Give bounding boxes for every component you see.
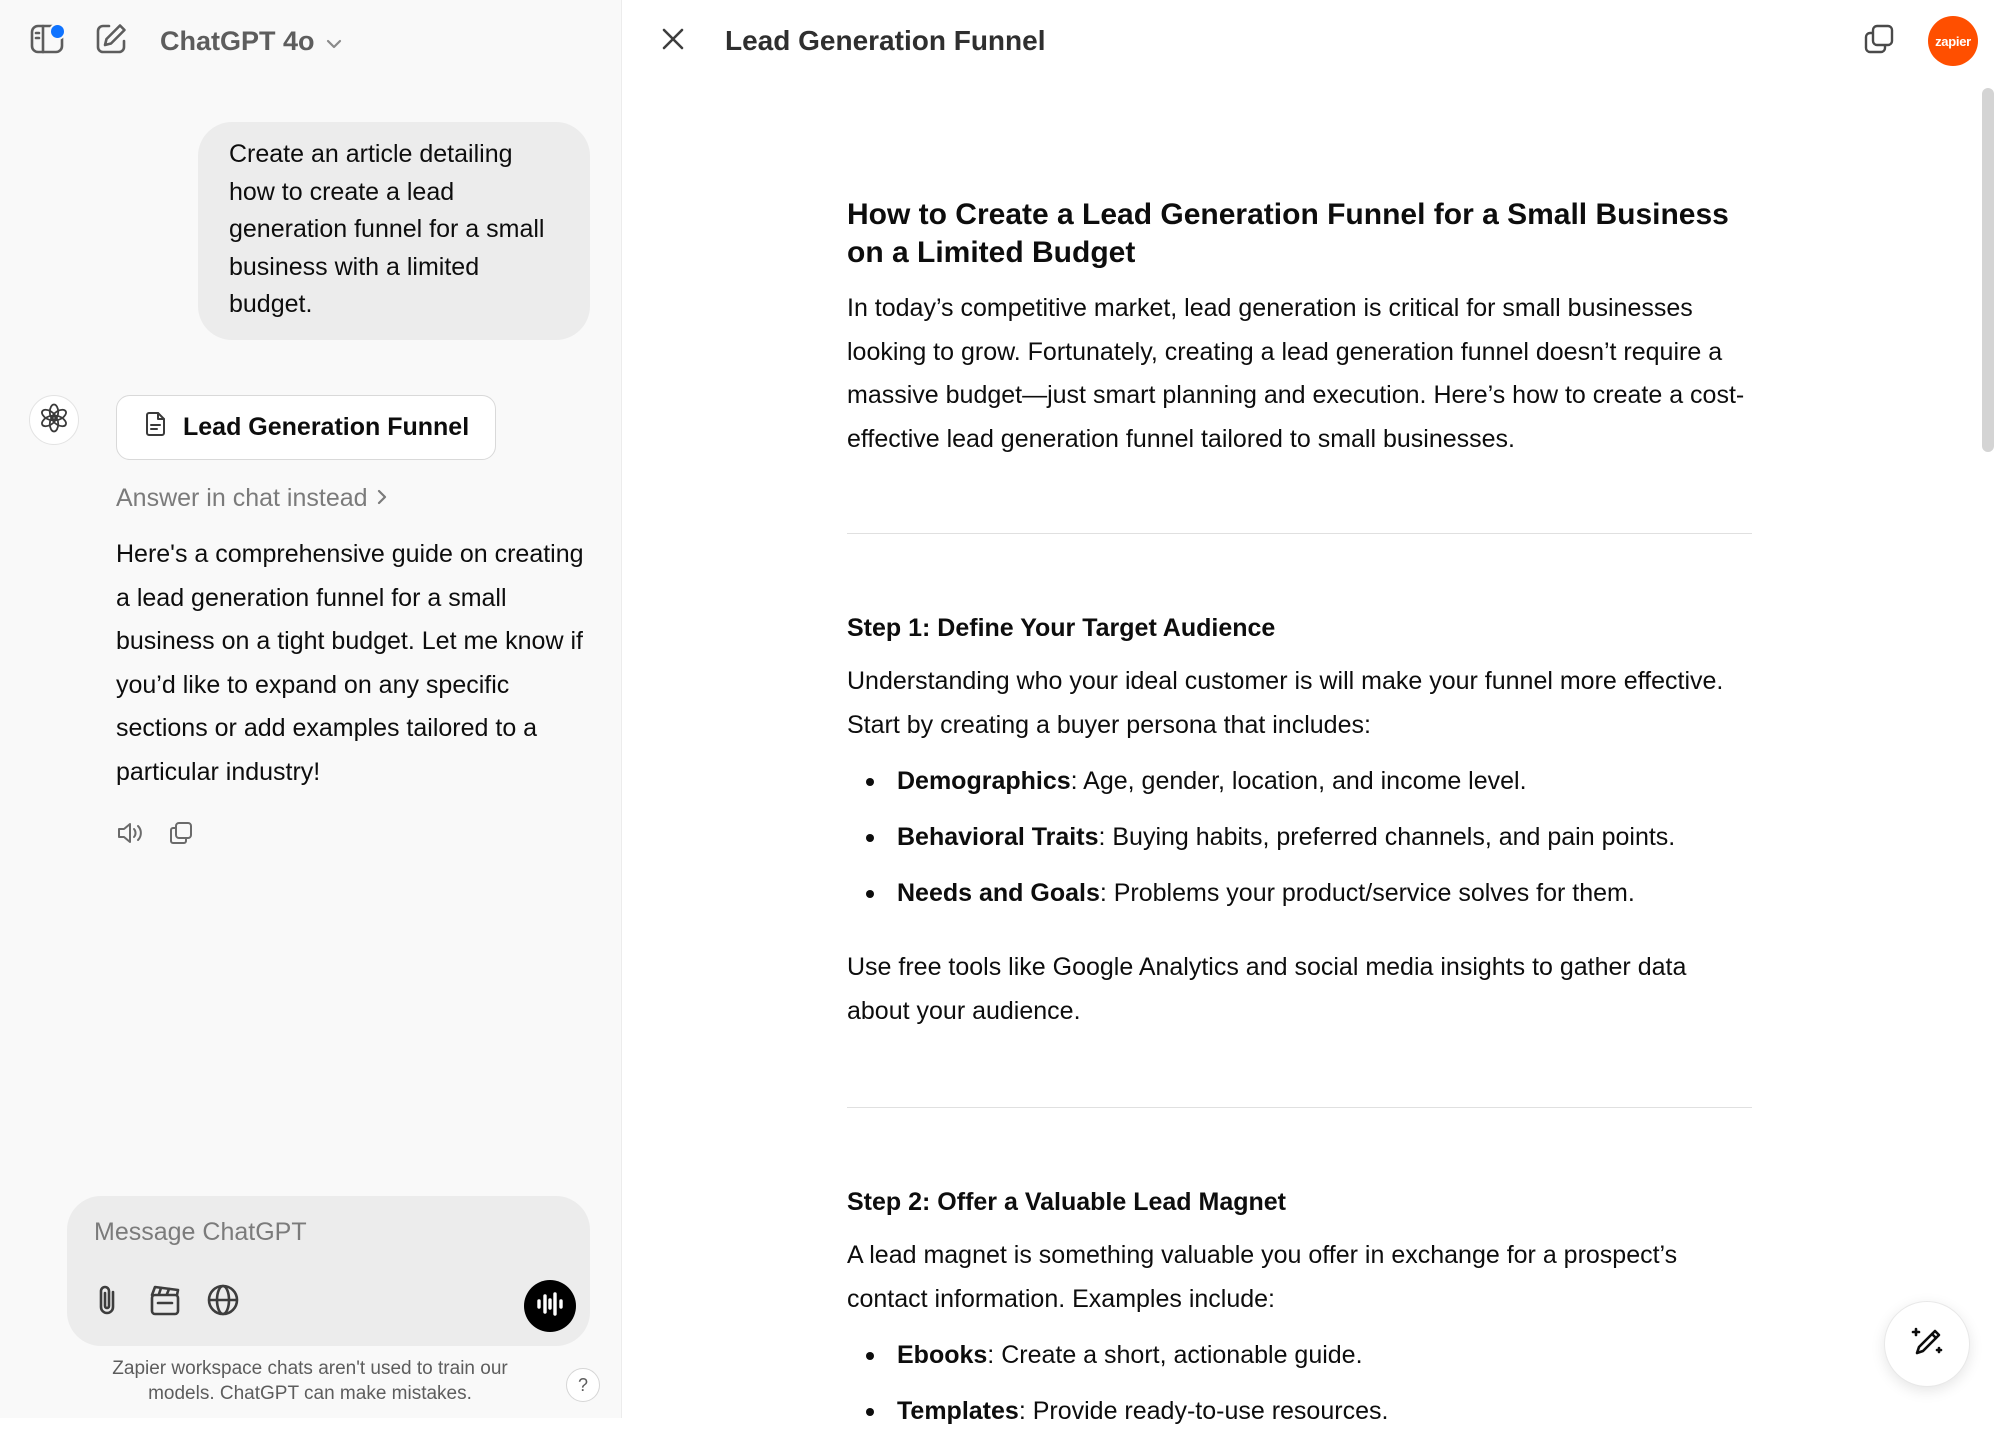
section-divider [847,533,1752,534]
user-message: Create an article detailing how to create a lead generation funnel for a small business with a limited budget. [198,122,590,340]
model-name: ChatGPT 4o [160,25,315,56]
section-divider [847,1107,1752,1108]
attach-icon[interactable] [91,1282,125,1323]
read-aloud-icon[interactable] [116,820,146,851]
chat-header [0,0,622,80]
disclaimer-text: Zapier workspace chats aren't used to train our models. ChatGPT can make mistakes. [112,1358,508,1404]
copy-document-button[interactable] [1857,19,1901,63]
copy-icon[interactable] [168,820,194,851]
help-button[interactable]: ? [566,1368,600,1402]
close-icon [660,26,686,57]
list-item: Templates: Provide ready-to-use resources. [847,1383,1752,1439]
message-actions [116,820,194,851]
step2-intro: A lead magnet is something valuable you offer in exchange for a prospect’s contact information. Examples include: [847,1241,1678,1313]
step2-list [847,1327,1752,1439]
step1-heading: Step 1: Define Your Target Audience [847,614,1276,642]
magic-pencil-icon [1908,1323,1946,1366]
notification-dot [49,23,66,40]
list-item: Needs and Goals: Problems your product/service solves for them. [847,865,1752,921]
list-item: Behavioral Traits: Buying habits, preferred channels, and pain points. [847,809,1752,865]
document-intro: In today’s competitive market, lead generation is critical for small businesses looking to grow. Fortunately, creating a lead generation funnel doesn’t require a massive budget—just smart planning and execution. Here’s how to create a cost-effective lead generation funnel tailored to small businesses. [847,294,1745,454]
canvas-document-card[interactable] [116,395,496,460]
sidebar-toggle-button[interactable] [28,22,68,60]
close-canvas-button[interactable] [652,20,694,62]
step1-list [847,753,1752,921]
answer-in-chat-label: Answer in chat instead [116,483,368,512]
tools-icon[interactable] [147,1282,183,1323]
voice-waveform-icon [535,1291,565,1322]
new-chat-button[interactable] [90,20,132,62]
chevron-down-icon [325,26,343,57]
voice-mode-button[interactable] [524,1280,576,1332]
step1-intro: Understanding who your ideal customer is will make your funnel more effective. Start by creating a buyer persona that includes: [847,667,1724,739]
list-item: Ebooks: Create a short, actionable guide. [847,1327,1752,1383]
step2-heading: Step 2: Offer a Valuable Lead Magnet [847,1188,1287,1216]
chevron-right-icon [376,484,388,513]
compose-icon [94,22,128,61]
assistant-message: Here's a comprehensive guide on creating a lead generation funnel for a small business on a tight budget. Let me know if you’d like to expand on any specific sections or add examples tailored to a particular industry! [116,540,584,786]
canvas-title: Lead Generation Funnel [725,25,1046,56]
message-input[interactable] [94,1218,554,1247]
edit-suggestions-button[interactable] [1884,1301,1970,1387]
document-icon [145,411,167,444]
step1-outro: Use free tools like Google Analytics and social media insights to gather data about your audience. [847,953,1687,1025]
list-item: Demographics: Age, gender, location, and income level. [847,753,1752,809]
message-composer [67,1196,590,1346]
globe-icon[interactable] [205,1282,241,1323]
document-heading: How to Create a Lead Generation Funnel for a Small Business on a Limited Budget [847,198,1729,269]
canvas-card-title: Lead Generation Funnel [183,413,470,441]
account-avatar[interactable]: zapier [1928,16,1978,66]
chat-panel [0,0,622,1418]
assistant-avatar [29,395,79,445]
copy-icon [1863,23,1895,60]
canvas-scrollbar-thumb[interactable] [1982,88,1994,452]
composer-tools [91,1282,241,1323]
openai-logo-icon [39,403,69,438]
model-selector[interactable] [160,20,343,62]
answer-in-chat-link[interactable] [116,479,388,517]
canvas-panel [622,0,1999,1425]
